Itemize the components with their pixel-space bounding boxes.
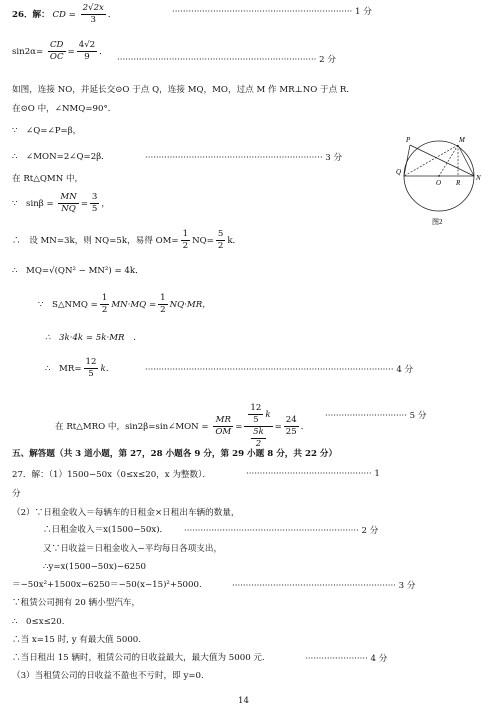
denominator: OM bbox=[215, 427, 232, 437]
score-dots: ······························ 5 分 bbox=[325, 411, 427, 421]
chord-mq bbox=[404, 145, 458, 176]
text-line: ∴当日租出 15 辆时，租赁公司的日收益最大，最大值为 5000 元. bbox=[12, 653, 265, 663]
fraction bbox=[48, 40, 66, 63]
text-line: ∴日租金收入＝x(1500−50x)． bbox=[43, 525, 169, 535]
section-heading: 五、解答题（共 3 道小题，第 27，28 小题各 9 分，第 29 小题 8 分，共 22 分） bbox=[12, 449, 338, 459]
fraction bbox=[213, 415, 233, 438]
text-line: ∴ 3k·4k = 5k·MR ． bbox=[45, 333, 142, 343]
score-dots: ································································ 2 分 bbox=[184, 526, 379, 536]
label-o: O bbox=[436, 179, 442, 187]
denominator: 2 bbox=[182, 241, 189, 251]
fraction bbox=[90, 192, 99, 215]
text-line: ∴当 x=15 时, y 有最大值 5000. bbox=[12, 635, 141, 645]
denominator: 2 bbox=[217, 241, 224, 251]
period: ． bbox=[300, 422, 310, 432]
page-number: 14 bbox=[238, 696, 249, 706]
equals: = bbox=[274, 422, 282, 432]
fraction bbox=[251, 427, 266, 450]
numerator: 24 bbox=[285, 415, 297, 425]
sin2b-line bbox=[55, 403, 309, 450]
chord-mn bbox=[458, 145, 474, 176]
numerator: MR bbox=[213, 415, 233, 427]
numerator: 4√2 bbox=[78, 40, 96, 50]
score-dots: ·············································· 1 bbox=[246, 469, 380, 479]
problem-number: 26．解： bbox=[12, 10, 50, 20]
text-line: ∴ 0≤x≤20. bbox=[12, 617, 65, 627]
text: ∵ S△NMQ = bbox=[38, 300, 98, 310]
label-q: Q bbox=[396, 168, 402, 176]
fraction bbox=[181, 229, 190, 252]
numerator: 1 bbox=[160, 293, 166, 303]
numerator: 12 bbox=[250, 403, 262, 413]
denominator: 5 bbox=[88, 369, 94, 379]
text-line: ∴ MQ=√(QN² − MN²) = 4k． bbox=[12, 266, 144, 276]
text: ∴ MR= bbox=[45, 364, 82, 374]
fraction bbox=[158, 293, 167, 316]
label-m: M bbox=[459, 136, 465, 144]
numerator bbox=[244, 403, 272, 427]
score-dots: ··························································································· 4 分 bbox=[145, 365, 414, 375]
period: ． bbox=[99, 47, 108, 57]
label-p: P bbox=[406, 136, 411, 144]
text: ∴ 设 MN=3k，则 NQ=5k，易得 OM= bbox=[12, 236, 179, 246]
geometry-figure bbox=[395, 132, 495, 232]
label: ∵ sinβ = bbox=[12, 199, 54, 209]
fraction bbox=[284, 415, 299, 438]
text-line: ∵租赁公司拥有 20 辆小型汽车， bbox=[12, 598, 141, 608]
fraction bbox=[84, 357, 99, 380]
score-dots: ········································································· 2 分 bbox=[117, 55, 336, 65]
text-line: （3）当租赁公司的日收益不盈也不亏时，即 y=0. bbox=[12, 671, 204, 681]
numerator: MN bbox=[60, 192, 77, 202]
solution-26-line bbox=[12, 3, 117, 26]
text: 在 Rt△MRO 中，sin2β=sin∠MON = bbox=[55, 422, 209, 432]
chord-pn bbox=[410, 145, 474, 176]
center-point bbox=[438, 175, 440, 177]
denominator bbox=[244, 427, 272, 450]
text-line: ∴y=x(1500−50x)−6250 bbox=[43, 562, 146, 572]
equals: = bbox=[67, 47, 75, 57]
text-line: 在⊙O 中，∠NMQ=90°． bbox=[12, 104, 117, 114]
score-dots: ································································· 3 分 bbox=[145, 153, 343, 163]
fraction bbox=[248, 403, 263, 426]
let-line bbox=[12, 229, 241, 252]
text: k． bbox=[227, 236, 242, 246]
text-line: 如图，连接 NO，并延长交⊙O 于点 Q，连接 MQ，MO，过点 M 作 MR⊥NO 于点 R． bbox=[12, 85, 355, 95]
figure-caption: 图2 bbox=[432, 218, 443, 226]
text-line: 又∵日收益＝日租金收入−平均每日各项支出， bbox=[43, 544, 223, 554]
numerator: 12 bbox=[85, 357, 97, 367]
text: k． bbox=[100, 364, 115, 374]
denominator: NQ bbox=[61, 204, 76, 214]
numerator: 1 bbox=[101, 293, 108, 303]
numerator: 1 bbox=[182, 229, 189, 239]
denominator: 2 bbox=[160, 305, 166, 315]
fraction bbox=[77, 40, 97, 63]
compound-fraction bbox=[244, 403, 272, 450]
denominator: 25 bbox=[285, 427, 297, 437]
denominator: 9 bbox=[84, 52, 90, 62]
numerator: 5 bbox=[217, 229, 224, 239]
text-line: 在 Rt△QMN 中， bbox=[12, 174, 84, 184]
score-dots: ·································································· 1 分 bbox=[172, 7, 372, 17]
fraction bbox=[216, 229, 225, 252]
equals: = bbox=[235, 422, 243, 432]
fraction bbox=[81, 3, 106, 26]
text-line: 分 bbox=[12, 489, 21, 499]
numerator: 2√2x bbox=[82, 3, 104, 13]
text-line: ∴ ∠MON=2∠Q=2β． bbox=[12, 152, 110, 162]
cd-label: CD = bbox=[52, 10, 76, 20]
text: MN·MQ = bbox=[111, 300, 157, 310]
denominator: OC bbox=[49, 52, 64, 62]
denominator: 3 bbox=[90, 15, 96, 25]
text: NQ·MR， bbox=[169, 300, 211, 310]
sinb-line bbox=[12, 192, 110, 215]
fraction bbox=[58, 192, 78, 215]
mr-line bbox=[45, 357, 114, 380]
text-line: ∵ ∠Q=∠P=β， bbox=[12, 126, 82, 136]
denominator: 2 bbox=[101, 305, 108, 315]
denominator: 5 bbox=[91, 204, 98, 214]
period: ． bbox=[107, 10, 117, 20]
sin2a-line bbox=[12, 40, 108, 63]
denominator: 2 bbox=[255, 439, 262, 449]
fraction bbox=[100, 293, 109, 316]
numerator: 5k bbox=[253, 427, 264, 437]
denominator: 5 bbox=[253, 415, 259, 425]
area-line bbox=[38, 293, 211, 316]
text-line: （2）∵日租金收入＝每辆车的日租金×日租出车辆的数量， bbox=[12, 508, 240, 518]
score-dots: ······················· 4 分 bbox=[305, 654, 388, 664]
equals: = bbox=[80, 199, 88, 209]
chord-pq bbox=[404, 145, 410, 176]
text: NQ= bbox=[192, 236, 214, 246]
comma: ， bbox=[101, 199, 110, 209]
label-n: N bbox=[476, 174, 481, 182]
score-dots: ···························································· 3 分 bbox=[232, 581, 416, 591]
label: sin2α= bbox=[12, 47, 44, 57]
text-line: 27．解：（1）1500−50x（0≤x≤20，x 为整数）． bbox=[12, 470, 212, 480]
numerator: CD bbox=[48, 40, 66, 52]
k-symbol: k bbox=[265, 410, 271, 420]
numerator: 3 bbox=[91, 192, 98, 202]
text-line: ＝−50x²+1500x−6250＝−50(x−15)²+5000. bbox=[12, 580, 202, 590]
label-r: R bbox=[456, 179, 461, 187]
